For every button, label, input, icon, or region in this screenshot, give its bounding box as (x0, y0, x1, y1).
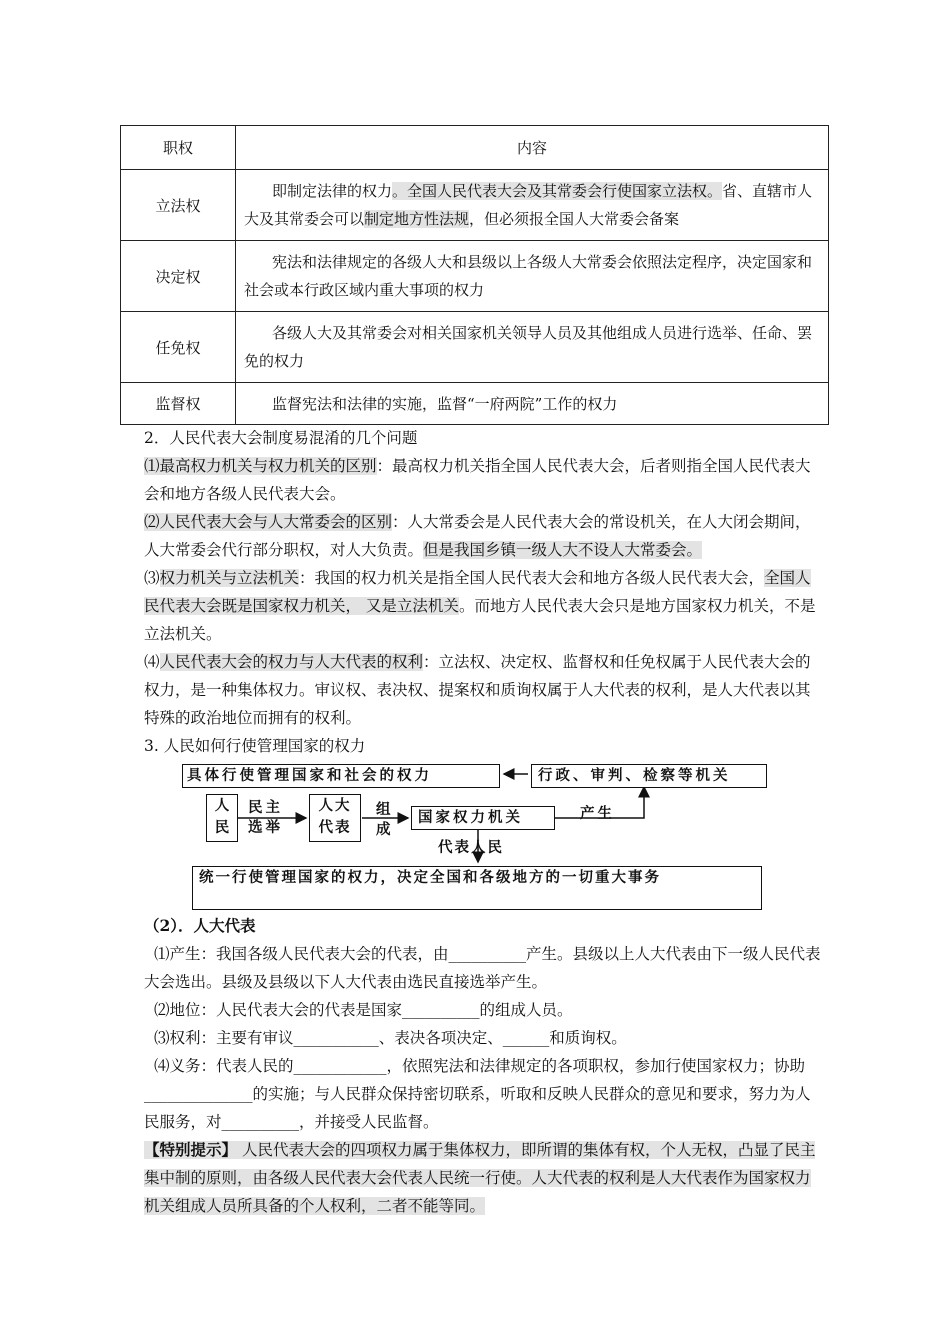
label-democratic-election (248, 798, 283, 838)
paragraph: ⑶权利：主要有审议___________、表决各项决定、______和质询权。 (154, 1029, 627, 1047)
highlight-segment: 制定地方性法规 (364, 210, 470, 228)
tip-text: 人民代表大会的四项权力属于集体权力，即所谓的集体有权，个人无权，凸显了民主集中制的原则，由各级人民代表大会代表人民统一行使。人大代表的权利是人大代表作为国家权力机关组成人员所具备的个人权利，二者不能等同。 (144, 1141, 816, 1215)
paragraph (144, 648, 824, 732)
header-content: 内容 (236, 126, 829, 170)
row-content: 监督宪法和法律的实施，监督“一府两院”工作的权力 (236, 383, 829, 425)
tip-label-text: 【特别提示】 (144, 1140, 238, 1159)
paragraph: ⑷义务：代表人民的____________，依照宪法和法律规定的各项职权，参加行使国家权力；协助______________的实施；与人民群众保持密切联系，听取和反映人民群众的意见和要求，努力为人民服务，对__________，并接受人民监督。 (144, 1057, 811, 1131)
text-segment: 。而地方人民代表大会只是地方国家权力机关，不是立法机关。 (144, 597, 816, 643)
row-name: 决定权 (121, 241, 236, 312)
row-name: 立法权 (121, 170, 236, 241)
paragraph (144, 564, 824, 648)
header-power: 职权 (121, 126, 236, 170)
section-title: 3. 人民如何行使管理国家的权力 (144, 737, 366, 755)
text-line: 人大 (318, 797, 352, 814)
paragraph (144, 452, 824, 508)
paragraph: ⑵地位：人民代表大会的代表是国家__________的组成人员。 (154, 1001, 573, 1019)
table-row (121, 170, 829, 241)
box-people (206, 794, 238, 842)
label-represent-people: 代表人民 (438, 839, 504, 856)
highlight-segment: ⑴最高权力机关与权力机关的区别 (144, 457, 377, 475)
tip-paragraph (144, 1136, 824, 1220)
table-row (121, 312, 829, 383)
paragraph: ⑴产生：我国各级人民代表大会的代表，由__________产生。县级以上人大代表由下一级人民代表大会选出。县级及县级以下人大代表由选民直接选举产生。 (144, 945, 821, 991)
text-line: 选举 (248, 819, 283, 836)
box-state-power-organ: 国家权力机关 (411, 806, 555, 830)
box-deputies (309, 794, 361, 842)
text-segment: ：我国的权力机关是指全国人民代表大会和地方各级人民代表大会， (299, 569, 765, 587)
powers-table (120, 125, 829, 425)
section-2 (144, 424, 824, 760)
text-line: 民主 (248, 799, 283, 816)
text-line: 人 (214, 797, 230, 814)
text-segment: 省、直辖市人大及其常委会可以 (244, 182, 813, 228)
highlight-segment: 全国人民代表大会既是国家权力机关， 又是立法机关 (144, 569, 811, 615)
row-name: 监督权 (121, 383, 236, 425)
tip-label (144, 1141, 815, 1215)
row-content: 各级人大及其常委会对相关国家机关领导人员及其他组成人员进行选举、任命、罢免的权力 (236, 312, 829, 383)
table-row (121, 241, 829, 312)
box-state-organs: 行政、审判、检察等机关 (531, 764, 767, 788)
paragraph (144, 508, 824, 564)
row-content: 宪法和法律规定的各级人大和县级以上各级人大常委会依照法定程序，决定国家和社会或本行政区域内重大事项的权力 (236, 241, 829, 312)
text-line: 民 (214, 819, 230, 836)
power-flow-diagram (182, 762, 772, 914)
highlight-segment: 人民代表大会的权力与人大代表的权利 (159, 653, 424, 671)
row-content (236, 170, 829, 241)
text-segment: ：立法权、决定权、监督权和任免权属于人民代表大会的权力，是一种集体权力。审议权、表决权、提案权和质询权属于人大代表的权利，是人大代表以其特殊的政治地位而拥有的权利。 (144, 653, 811, 727)
row-name: 任免权 (121, 312, 236, 383)
table-header-row (121, 126, 829, 170)
label-compose (376, 800, 394, 840)
text-segment: ⑷ (144, 653, 160, 671)
text-line: 代表 (318, 819, 352, 836)
table-row (121, 383, 829, 425)
text-segment: 即制定法律的权力 (272, 182, 393, 200)
text-segment: ⑶ (144, 569, 160, 587)
text-segment: ：人大常委会是人民代表大会的常设机关，在人大闭会期间，人大常委会代行部分职权，对人大负责。 (144, 513, 811, 559)
highlight-segment: 。全国人民代表大会及其常委会行使国家立法权。 (392, 182, 723, 200)
text-line: 组 (376, 801, 394, 818)
label-produce: 产生 (580, 805, 615, 822)
section-deputies (144, 912, 824, 1220)
box-unified-power: 统一行使管理国家的权力，决定全国和各级地方的一切重大事务 (192, 866, 762, 910)
section-title: 2．人民代表大会制度易混淆的几个问题 (144, 429, 418, 447)
text-segment: ，但必须报全国人大常委会备案 (469, 210, 680, 228)
highlight-segment: ⑵人民代表大会与人大常委会的区别 (144, 513, 393, 531)
highlight-segment: 但是我国乡镇一级人大不设人大常委会。 (423, 541, 703, 559)
text-segment: ：最高权力机关指全国人民代表大会，后者则指全国人民代表大会和地方各级人民代表大会。 (144, 457, 811, 503)
highlight-segment: 权力机关与立法机关 (159, 569, 300, 587)
text-line: 成 (376, 821, 394, 838)
section-title: （2）．人大代表 (144, 916, 256, 935)
box-concrete-power: 具体行使管理国家和社会的权力 (182, 764, 500, 788)
